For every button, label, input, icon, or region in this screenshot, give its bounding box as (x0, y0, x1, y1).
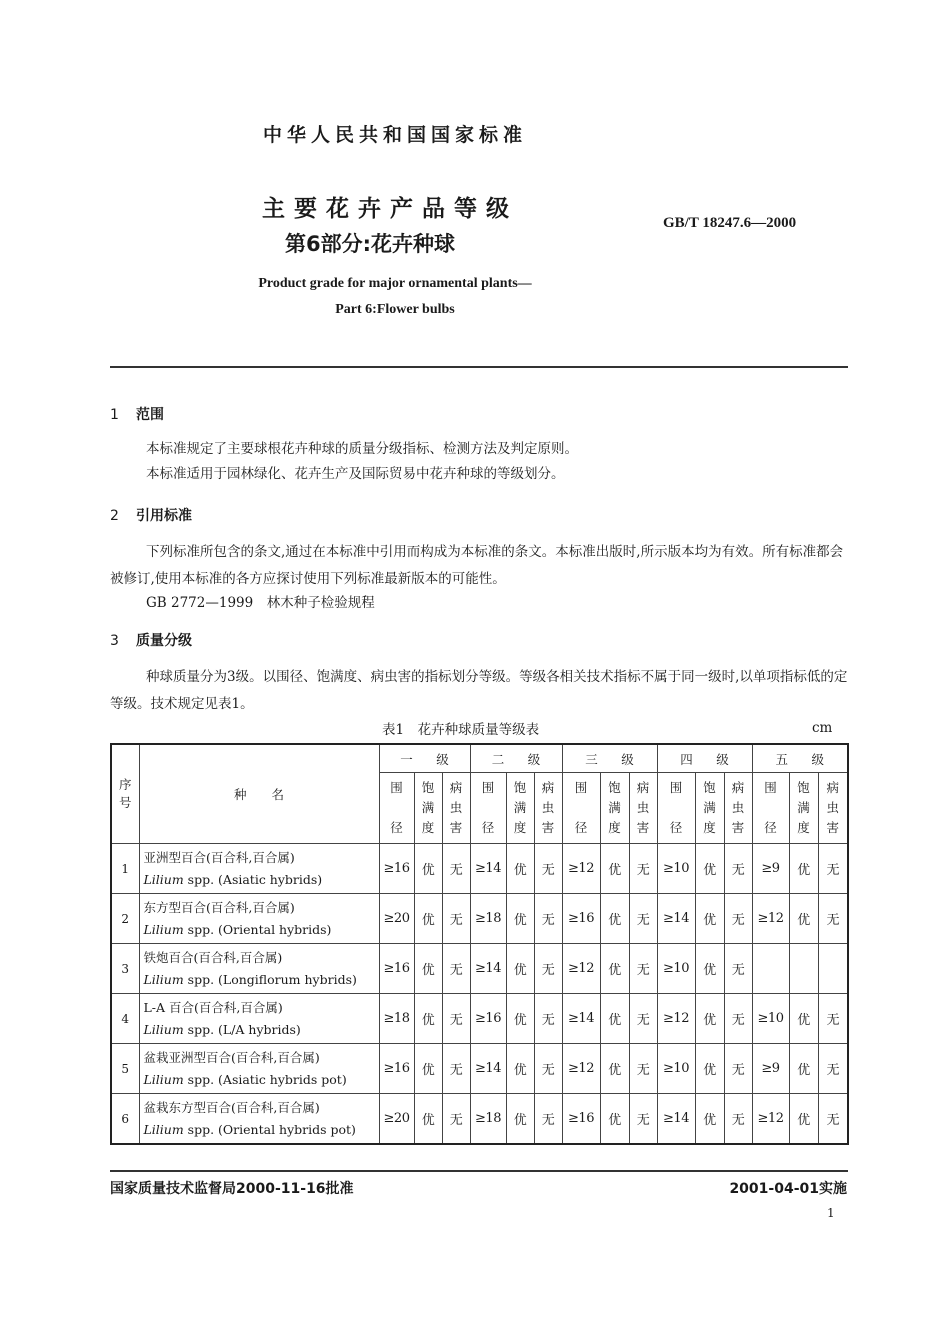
cell-grade-3-fullness: 优 (600, 944, 629, 994)
cell-grade-5-pests: 无 (818, 894, 848, 944)
species-en: spp. (Oriental hybrids pot) (183, 1121, 356, 1137)
header-girth: 围 径 (470, 773, 506, 844)
header-grade-4: 四 级 (657, 744, 752, 773)
row-seq: 3 (111, 944, 139, 994)
header-fullness: 饱满度 (600, 773, 629, 844)
cell-grade-1-girth: ≥16 (379, 844, 414, 894)
cell-grade-3-girth: ≥12 (562, 844, 600, 894)
cell-grade-5-fullness: 优 (789, 844, 818, 894)
header-pests: 病虫害 (818, 773, 848, 844)
section-number: 3 (110, 633, 119, 649)
cell-grade-1-fullness: 优 (414, 1044, 442, 1094)
cell-grade-4-fullness: 优 (695, 1044, 724, 1094)
table-row (111, 1044, 848, 1094)
cell-grade-1-girth: ≥20 (379, 1094, 414, 1145)
row-seq: 6 (111, 1094, 139, 1145)
bulb-grade-table (110, 743, 849, 1145)
row-seq: 5 (111, 1044, 139, 1094)
row-seq: 4 (111, 994, 139, 1044)
cell-grade-4-girth: ≥10 (657, 944, 695, 994)
cell-grade-1-fullness: 优 (414, 1094, 442, 1145)
cell-grade-2-pests: 无 (534, 944, 562, 994)
header-grade-5: 五 级 (752, 744, 848, 773)
cell-grade-1-girth: ≥16 (379, 1044, 414, 1094)
cell-grade-2-girth: ≥14 (470, 1044, 506, 1094)
cell-grade-1-fullness: 优 (414, 894, 442, 944)
section-number: 1 (110, 407, 119, 423)
species-genus: Lilium (143, 871, 184, 887)
species-en: spp. (Asiatic hybrids) (183, 871, 323, 887)
cell-grade-1-pests: 无 (442, 994, 470, 1044)
cell-grade-3-fullness: 优 (600, 1044, 629, 1094)
species-genus: Lilium (143, 971, 184, 987)
cell-grade-3-girth: ≥16 (562, 1094, 600, 1145)
species-cn: 东方型百合(百合科,百合属) (143, 899, 295, 915)
cell-grade-3-fullness: 优 (600, 844, 629, 894)
header-grade-2: 二 级 (470, 744, 562, 773)
cell-grade-5-pests: 无 (818, 994, 848, 1044)
header-fullness: 饱满度 (506, 773, 534, 844)
cell-grade-2-girth: ≥14 (470, 944, 506, 994)
section-title: 引用标准 (136, 508, 192, 524)
cell-grade-4-pests: 无 (724, 894, 752, 944)
table-row (111, 944, 848, 994)
cell-grade-5-girth: ≥9 (752, 1044, 789, 1094)
cell-grade-4-fullness: 优 (695, 844, 724, 894)
cell-grade-2-fullness: 优 (506, 994, 534, 1044)
section-3-paragraph: 种球质量分为3级。以围径、饱满度、病虫害的指标划分等级。等级各相关技术指标不属于同一级时,以单项指标低的定等级。技术规定见表1。 (110, 669, 848, 712)
cell-grade-2-fullness: 优 (506, 944, 534, 994)
cell-grade-4-girth: ≥12 (657, 994, 695, 1044)
species-genus: Lilium (143, 1121, 184, 1137)
cell-grade-2-girth: ≥14 (470, 844, 506, 894)
cell-grade-1-pests: 无 (442, 844, 470, 894)
section-1-paragraph: 本标准规定了主要球根花卉种球的质量分级指标、检测方法及判定原则。 (146, 441, 578, 457)
cell-grade-5-pests: 无 (818, 844, 848, 894)
cell-grade-4-girth: ≥10 (657, 1044, 695, 1094)
page-number: 1 (827, 1206, 835, 1220)
cell-grade-4-fullness: 优 (695, 894, 724, 944)
cell-grade-5-pests (818, 944, 848, 994)
cell-grade-5-fullness: 优 (789, 994, 818, 1044)
cell-grade-5-fullness: 优 (789, 1044, 818, 1094)
species-cn: 盆栽东方型百合(百合科,百合属) (143, 1099, 320, 1115)
cell-grade-2-fullness: 优 (506, 894, 534, 944)
table-row (111, 894, 848, 944)
row-species-name (139, 1094, 379, 1145)
species-en: spp. (Asiatic hybrids pot) (183, 1071, 347, 1087)
species-genus: Lilium (143, 1021, 184, 1037)
cell-grade-1-fullness: 优 (414, 994, 442, 1044)
species-cn: 亚洲型百合(百合科,百合属) (143, 849, 295, 865)
header-girth: 围 径 (379, 773, 414, 844)
cell-grade-5-fullness: 优 (789, 1094, 818, 1145)
cell-grade-5-girth: ≥9 (752, 844, 789, 894)
section-2-paragraph: 下列标准所包含的条文,通过在本标准中引用而构成为本标准的条文。本标准出版时,所示版本均为有效。所有标准都会被修订,使用本标准的各方应探讨使用下列标准最新版本的可能性。 (110, 544, 844, 587)
header-fullness: 饱满度 (789, 773, 818, 844)
species-cn: 盆栽亚洲型百合(百合科,百合属) (143, 1049, 320, 1065)
header-pests: 病虫害 (442, 773, 470, 844)
implementation-date: 2001-04-01实施 (729, 1181, 847, 1197)
row-species-name (139, 894, 379, 944)
cell-grade-4-fullness: 优 (695, 1094, 724, 1145)
section-1-paragraph: 本标准适用于园林绿化、花卉生产及国际贸易中花卉种球的等级划分。 (146, 466, 565, 482)
cell-grade-5-girth: ≥12 (752, 894, 789, 944)
cell-grade-5-girth: ≥10 (752, 994, 789, 1044)
cell-grade-3-girth: ≥14 (562, 994, 600, 1044)
footer-divider (110, 1170, 848, 1172)
cell-grade-2-girth: ≥18 (470, 1094, 506, 1145)
cell-grade-5-fullness: 优 (789, 894, 818, 944)
section-3-heading (110, 630, 192, 650)
cell-grade-1-pests: 无 (442, 944, 470, 994)
header-pests: 病虫害 (724, 773, 752, 844)
cell-grade-3-pests: 无 (629, 994, 657, 1044)
cell-grade-4-girth: ≥14 (657, 894, 695, 944)
cell-grade-3-pests: 无 (629, 1094, 657, 1145)
document-title: 主要花卉产品等级 (262, 196, 518, 222)
cell-grade-3-girth: ≥12 (562, 1044, 600, 1094)
header-girth: 围 径 (562, 773, 600, 844)
cell-grade-2-pests: 无 (534, 994, 562, 1044)
header-grade-1: 一 级 (379, 744, 470, 773)
cell-grade-4-fullness: 优 (695, 994, 724, 1044)
cell-grade-2-fullness: 优 (506, 844, 534, 894)
cell-grade-2-pests: 无 (534, 894, 562, 944)
cell-grade-4-fullness: 优 (695, 944, 724, 994)
header-girth: 围 径 (752, 773, 789, 844)
cell-grade-3-fullness: 优 (600, 994, 629, 1044)
cell-grade-2-pests: 无 (534, 844, 562, 894)
header-fullness: 饱满度 (695, 773, 724, 844)
cell-grade-4-pests: 无 (724, 994, 752, 1044)
cell-grade-1-pests: 无 (442, 894, 470, 944)
species-en: spp. (Oriental hybrids) (183, 921, 332, 937)
cell-grade-2-pests: 无 (534, 1044, 562, 1094)
row-species-name (139, 844, 379, 894)
species-en: spp. (Longiflorum hybrids) (183, 971, 357, 987)
english-subtitle: Part 6:Flower bulbs (335, 302, 455, 317)
header-fullness: 饱满度 (414, 773, 442, 844)
header-seq: 序号 (111, 744, 139, 844)
header-divider (110, 366, 848, 368)
row-species-name (139, 944, 379, 994)
standard-number: GB/T 18247.6—2000 (663, 215, 797, 231)
cell-grade-3-pests: 无 (629, 1044, 657, 1094)
section-title: 范围 (136, 407, 164, 423)
row-seq: 1 (111, 844, 139, 894)
cell-grade-4-pests: 无 (724, 844, 752, 894)
cell-grade-3-fullness: 优 (600, 1094, 629, 1145)
table-row (111, 844, 848, 894)
species-genus: Lilium (143, 1071, 184, 1087)
normative-reference: GB 2772—1999 林木种子检验规程 (146, 595, 375, 611)
header-name: 种 名 (139, 744, 379, 844)
cell-grade-4-pests: 无 (724, 944, 752, 994)
document-subtitle: 第6部分:花卉种球 (284, 232, 455, 256)
cell-grade-3-pests: 无 (629, 894, 657, 944)
cell-grade-2-fullness: 优 (506, 1044, 534, 1094)
section-2-heading (110, 505, 192, 525)
cell-grade-1-girth: ≥18 (379, 994, 414, 1044)
cell-grade-4-girth: ≥10 (657, 844, 695, 894)
section-title: 质量分级 (136, 633, 192, 649)
table-caption: 表1 花卉种球质量等级表 (382, 722, 540, 738)
table-row (111, 1094, 848, 1145)
cell-grade-1-girth: ≥16 (379, 944, 414, 994)
species-cn: 铁炮百合(百合科,百合属) (143, 949, 283, 965)
approval-date: 国家质量技术监督局2000-11-16批准 (110, 1181, 354, 1197)
cell-grade-5-fullness (789, 944, 818, 994)
section-number: 2 (110, 508, 119, 524)
cell-grade-5-girth: ≥12 (752, 1094, 789, 1145)
cell-grade-5-girth (752, 944, 789, 994)
header-pests: 病虫害 (629, 773, 657, 844)
cell-grade-4-pests: 无 (724, 1044, 752, 1094)
cell-grade-1-pests: 无 (442, 1044, 470, 1094)
cell-grade-4-pests: 无 (724, 1094, 752, 1145)
row-species-name (139, 1044, 379, 1094)
cell-grade-2-fullness: 优 (506, 1094, 534, 1145)
row-species-name (139, 994, 379, 1044)
cell-grade-3-pests: 无 (629, 844, 657, 894)
cell-grade-3-girth: ≥12 (562, 944, 600, 994)
cell-grade-3-girth: ≥16 (562, 894, 600, 944)
cell-grade-1-girth: ≥20 (379, 894, 414, 944)
row-seq: 2 (111, 894, 139, 944)
cell-grade-5-pests: 无 (818, 1044, 848, 1094)
cell-grade-3-fullness: 优 (600, 894, 629, 944)
species-genus: Lilium (143, 921, 184, 937)
table-row (111, 994, 848, 1044)
cell-grade-1-fullness: 优 (414, 844, 442, 894)
national-standard-label: 中华人民共和国国家标准 (262, 124, 527, 146)
cell-grade-2-girth: ≥16 (470, 994, 506, 1044)
header-girth: 围 径 (657, 773, 695, 844)
cell-grade-1-fullness: 优 (414, 944, 442, 994)
header-pests: 病虫害 (534, 773, 562, 844)
species-cn: L-A 百合(百合科,百合属) (143, 999, 283, 1015)
cell-grade-4-girth: ≥14 (657, 1094, 695, 1145)
cell-grade-2-pests: 无 (534, 1094, 562, 1145)
header-grade-3: 三 级 (562, 744, 657, 773)
table-unit: cm (812, 720, 833, 736)
section-1-heading (110, 404, 164, 424)
species-en: spp. (L/A hybrids) (183, 1021, 301, 1037)
cell-grade-5-pests: 无 (818, 1094, 848, 1145)
cell-grade-3-pests: 无 (629, 944, 657, 994)
cell-grade-1-pests: 无 (442, 1094, 470, 1145)
english-title: Product grade for major ornamental plants— (258, 276, 532, 291)
cell-grade-2-girth: ≥18 (470, 894, 506, 944)
